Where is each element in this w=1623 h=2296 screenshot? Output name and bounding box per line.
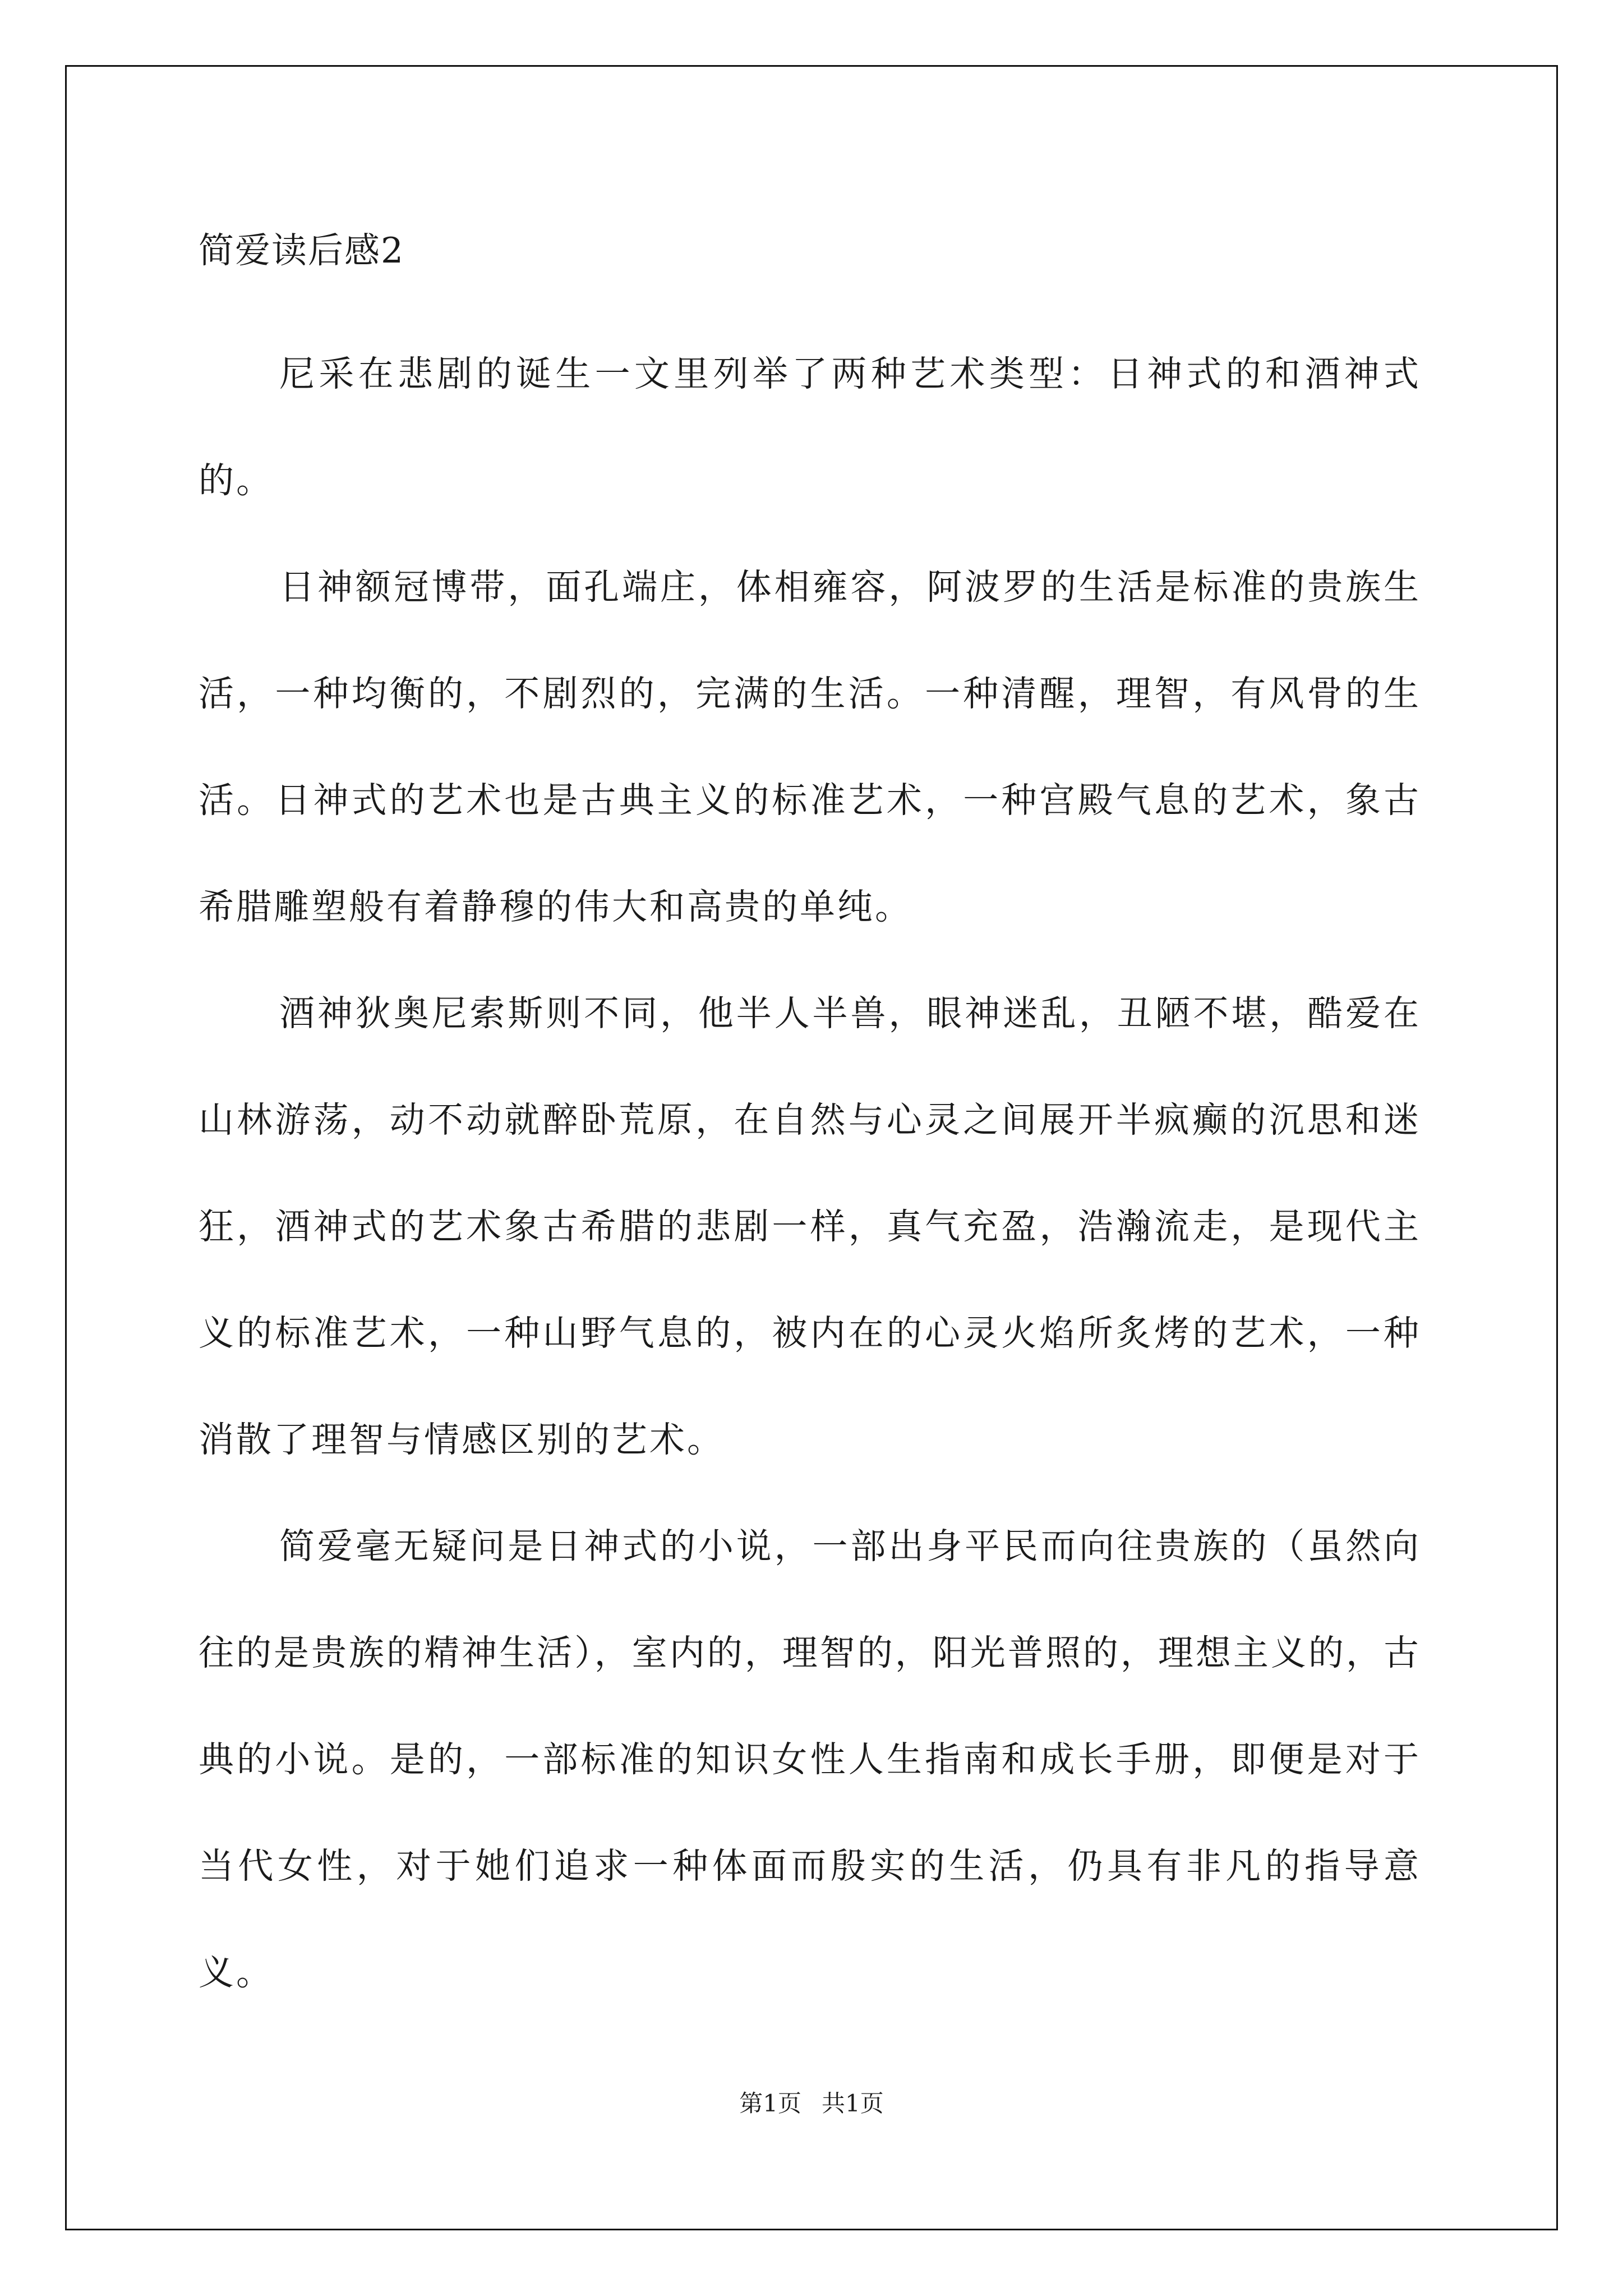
paragraph-3: 酒神狄奥尼索斯则不同，他半人半兽，眼神迷乱，丑陋不堪，酷爱在山林游荡，动不动就醉卧荒原，在自然与心灵之间展开半疯癫的沉思和迷狂，酒神式的艺术象古希腊的悲剧一样，真气充盈，浩瀚流走，是现代主义的标准艺术，一种山野气息的，被内在的心灵火焰所炙烤的艺术，一种消散了理智与情感区别的艺术。	[199, 993, 1421, 1460]
page-number: 第1页	[739, 2090, 801, 2117]
document-title: 简爱读后感2	[199, 230, 405, 271]
paragraph-4: 简爱毫无疑问是日神式的小说，一部出身平民而向往贵族的（虽然向往的是贵族的精神生活），室内的，理智的，阳光普照的，理想主义的，古典的小说。是的，一部标准的知识女性人生指南和成长手册，即便是对于当代女性，对于她们追求一种体面而殷实的生活，仍具有非凡的指导意义。	[199, 1526, 1421, 1993]
page-total: 共1页	[822, 2090, 884, 2117]
document-body	[199, 220, 1421, 2026]
paragraph-2: 日神额冠博带，面孔端庄，体相雍容，阿波罗的生活是标准的贵族生活，一种均衡的，不剧烈的，完满的生活。一种清醒，理智，有风骨的生活。日神式的艺术也是古典主义的标准艺术，一种宫殿气息的艺术，象古希腊雕塑般有着静穆的伟大和高贵的单纯。	[199, 567, 1421, 927]
page-footer	[0, 2088, 1623, 2119]
paragraph-1: 尼采在悲剧的诞生一文里列举了两种艺术类型：日神式的和酒神式的。	[199, 353, 1421, 501]
